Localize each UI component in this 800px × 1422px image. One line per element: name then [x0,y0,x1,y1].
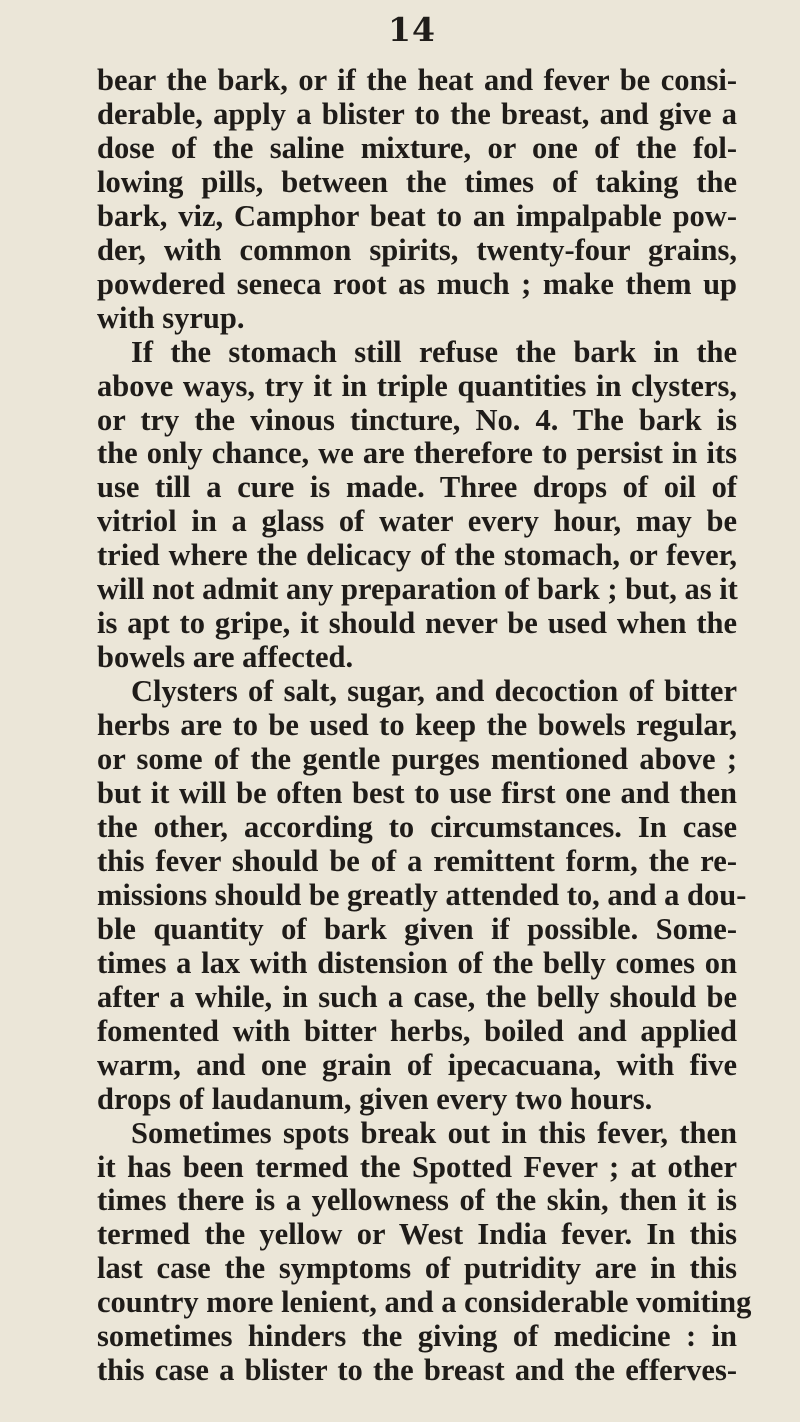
text-line: it has been termed the Spotted Fever ; at other [97,1149,737,1184]
text-line: country more lenient, and a considerable vomiting [97,1285,752,1320]
text-line: times there is a yellowness of the skin, then it is [97,1183,737,1218]
text-line: this fever should be of a remittent form, the re- [97,843,737,878]
text-line: use till a cure is made. Three drops of oil of [97,470,737,505]
text-line: vitriol in a glass of water every hour, may be [97,504,737,539]
text-line: If the stomach still refuse the bark in the [131,334,737,369]
text-line: derable, apply a blister to the breast, and give a [97,96,737,131]
text-line: powdered seneca root as much ; make them up [97,266,737,301]
text-line: but it will be often best to use first one and then [97,776,737,811]
text-line: the other, according to circumstances. In case [97,809,737,844]
text-line: missions should be greatly attended to, and a dou- [97,877,747,912]
text-line: der, with common spirits, twenty-four grains, [97,232,737,267]
text-line: dose of the saline mixture, or one of the fol- [97,130,737,165]
text-line: herbs are to be used to keep the bowels regular, [97,708,737,743]
text-line: will not admit any preparation of bark ; but, as it [97,572,738,607]
text-line: last case the symptoms of putridity are in this [97,1251,737,1286]
text-line: this case a blister to the breast and the efferves- [97,1353,737,1388]
text-line: is apt to gripe, it should never be used when the [97,606,737,641]
page-number: 14 [388,10,436,49]
text-line: times a lax with distension of the belly comes on [97,945,737,980]
text-line: tried where the delicacy of the stomach, or fever, [97,538,737,573]
body-text [97,63,752,1388]
text-line: warm, and one grain of ipecacuana, with five [97,1047,737,1082]
text-line: above ways, try it in triple quantities in clysters, [97,368,737,403]
text-line: termed the yellow or West India fever. In this [97,1217,737,1252]
text-line: fomented with bitter herbs, boiled and applied [97,1013,737,1048]
text-line: bear the bark, or if the heat and fever be consi- [97,63,737,97]
text-line: drops of laudanum, given every two hours. [97,1081,653,1116]
text-line: the only chance, we are therefore to persist in its [97,436,737,471]
text-line: sometimes hinders the giving of medicine : in [97,1319,737,1354]
text-line: Sometimes spots break out in this fever, then [131,1115,737,1150]
text-line: or try the vinous tincture, No. 4. The bark is [97,402,737,437]
text-line: bowels are affected. [97,640,354,675]
text-line: ble quantity of bark given if possible. Some- [97,911,737,946]
text-line: with syrup. [97,300,245,335]
text-line: Clysters of salt, sugar, and decoction of bitter [131,674,737,709]
text-line: or some of the gentle purges mentioned above ; [97,742,737,777]
text-line: lowing pills, between the times of taking the [97,164,737,199]
text-line: bark, viz, Camphor beat to an impalpable pow- [97,198,737,233]
text-line: after a while, in such a case, the belly should be [97,979,737,1014]
